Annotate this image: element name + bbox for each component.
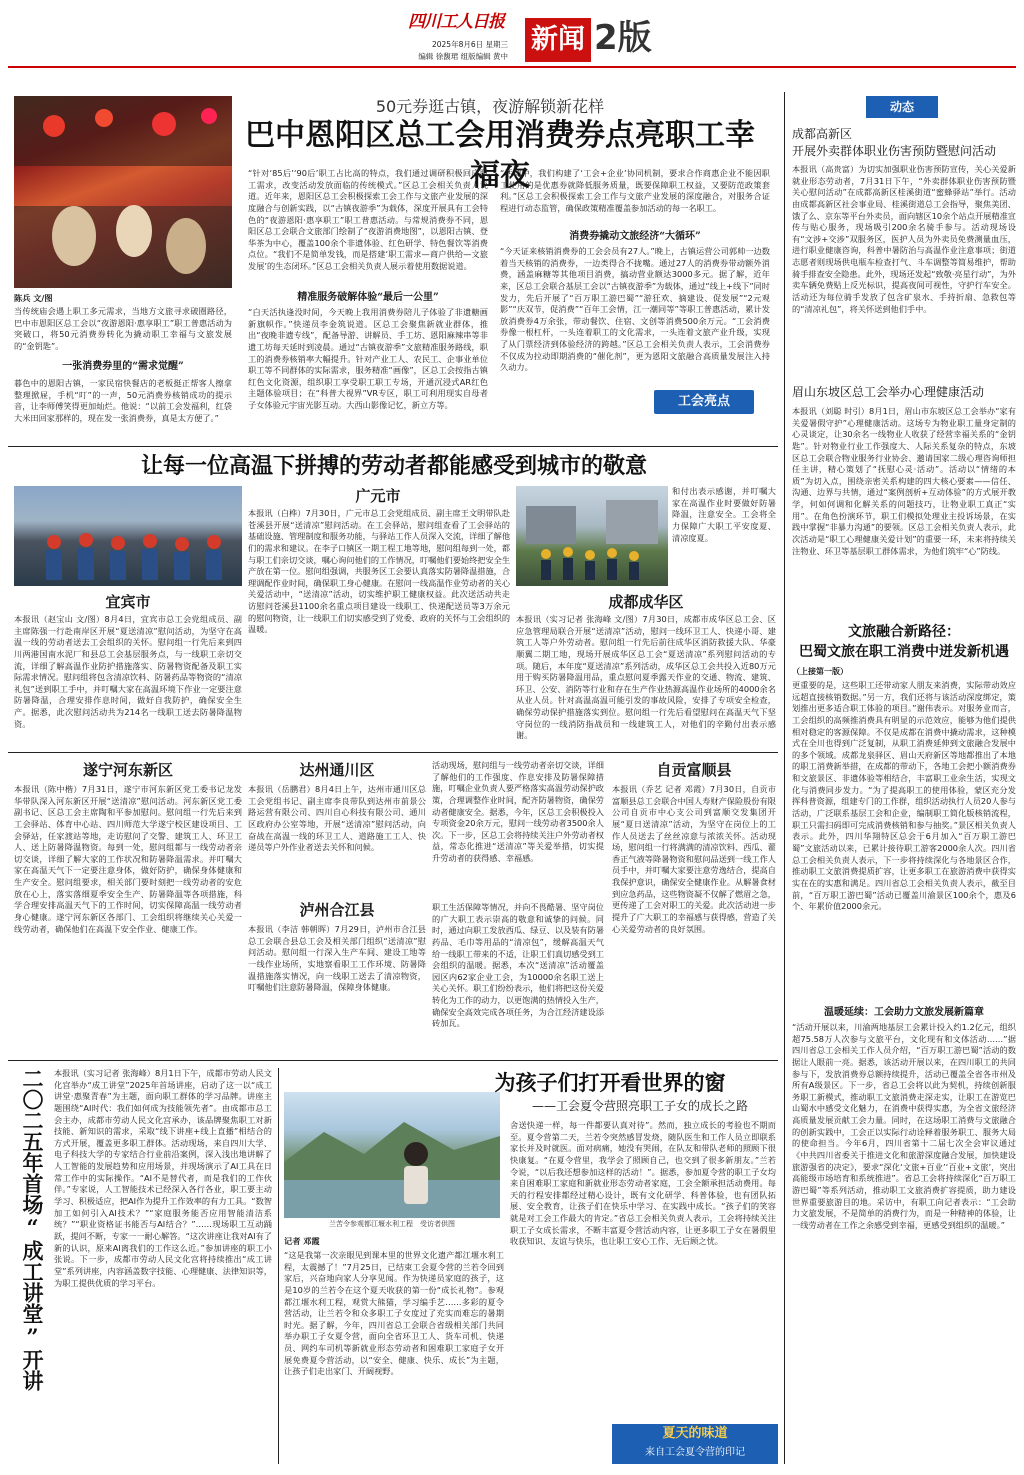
mid-col-c2: 职工生活保障等情况，并向不畏酷暑、坚守岗位的广大职工表示崇高的敬意和诚挚的问候。同时，通过向职工发放西瓜、绿豆、以及装有防暑药品、毛巾等用品的“清凉包”，缓解高温天气给一线职工带来的不适，让职工们真切感受到工会组织的温暖。据悉，本次“送清凉”活动覆盖园区内62家企业工会，为10000余名职工送上关心关怀。职工们纷纷表示，他们将把这份关爱转化为工作的动力，以更饱满的热情投入生产，确保安全高效完成各项任务，为合江经济建设添砖加瓦。 — [432, 902, 604, 1029]
mid-headline: 让每一位高温下拼搏的劳动者都能感受到城市的敬意 — [140, 453, 647, 479]
masthead-rule — [8, 66, 1016, 68]
workers-group-icon — [14, 486, 242, 586]
right-col-rule — [784, 92, 785, 1464]
masthead-logo: 四川工人日报 — [408, 12, 504, 32]
summer-banner — [612, 1424, 778, 1464]
kid-subtitle: ——工会夏令营照亮职工子女的成长之路 — [531, 1099, 748, 1113]
top-subhead-3: 消费券撬动文旅经济“大循环” — [569, 231, 701, 242]
kid-body2: 舍送快递一样，每一件都要认真对待”。然而，独立成长的考验也不期而至。夏令营第二天，兰若令突然感冒发烧，随队医生和工作人员立即联系家长并及时就医。面对病痛，她没有哭闹，在队友和带队老师的照顾下很快康复。“在夏令营里，我学会了照顾自己，也交到了很多新朋友。”兰若令说，“以后我还想参加这样的活动！”。据悉，参加夏令营的职工子女均来自困难职工家庭和新就业形态劳动者家庭，工会全额承担活动费用。每天的行程安排都经过精心设计，既有文化研学、科普体验，也有团队拓展、安全教育，让孩子们在快乐中学习、在实践中成长。“孩子们的笑容就是对工会工作最大的肯定。”省总工会相关负责人表示，工会将持续关注职工子女成长需求，不断丰富夏令营活动内容，让更多职工子女在暑假里收获知识、友谊与快乐，也让职工安心工作、无后顾之忧。 — [510, 1120, 776, 1247]
kid-byline: 记者 邓霞 — [284, 1236, 320, 1246]
bottom-divider — [8, 1060, 778, 1061]
zigong-body: 本报讯（乔艺 记者 邓霞）7月30日，自贡市富顺县总工会联合中国人寿财产保险股份有限公司自贡市中心支公司到富顺交发集团开展“夏日送清凉”活动，为坚守在岗位上的工作人员送去了丝丝凉意与浓浓关怀。活动现场，慰问组一行将满满的清凉饮料、西瓜、藿香正气液等降暑物资和慰问品送到一线工作人员手中，并叮嘱大家要注意劳逸结合，提高自我保护意识，确保安全健康作业。从解暑食材到应急药品，这些物资凝不仅解了燃眉之急，更传递了工会对职工的关爱。此次活动进一步提升了广大职工的幸福感与获得感，营造了关心关爱劳动者的良好氛围。 — [612, 784, 776, 934]
top-byline: 陈兵 文/图 — [14, 293, 53, 303]
top-divider — [8, 446, 778, 447]
guangyuan-body: 本报讯（白桦）7月30日，广元市总工会党组成员、副主席王文明带队赴苍溪县开展“送清凉”慰问活动。在工会驿站，慰问组查看了工会驿站的基础设施、管理制度和服务功能，与驿站工作人员深入交流，详细了解他们的需求和建议。在李子口镇区一期工程工地等地，慰问组每到一处，都与职工们亲切交谈，嘱心询问他们的工作情况，叮嘱他们要始终把安全生产放在第一位。慰问组强调，共服务区工会要认真落实防暑降温措施，合理调配作业时间，确保职工身心健康。在慰问一线高温作业劳动者的关心关爱活动中，“送清凉”活动，切实维护职工健康权益。此次送活动共走访慰问苍溪县1100余名重点项目建设一线职工、快递配送员等3万余元的慰问物资，让一线职工们切实感受到了党委、政府的关怀与工会组织的温暖。 — [248, 508, 510, 635]
girl-at-dujiangyan-icon — [284, 1092, 500, 1218]
section-label: 新闻 — [525, 18, 591, 62]
bottom-left-body: 本报讯（实习记者 张海峰）8月1日下午，成都市劳动人民文化宫举办“成工讲堂”2025年首场讲座，启动了这一以“成工讲堂·惠聚青春”为主题，面向职工群体的学习品牌。讲座主题围绕“AI时代：我们如何成为技能领先者”。由成都市总工会主办，成都市劳动人民文化宫承办，该品牌聚焦职工对新技能、新知识的需求，采取“线下讲座+线上直播”相结合的方式开展，覆盖更多职工群体。活动现场，来自四川大学、电子科技大学的专家结合行业前沿案例，深入浅出地讲解了人工智能的发展趋势和应用场景，并现场演示了AI工具在日常工作中的实际操作。“AI不是替代者，而是我们的工作伙伴。”专家说，人工智能技术已经深入各行各业，职工要主动学习、积极适应，把AI作为提升工作效率的有力工具。“数智加工如何引入AI技术？”“家庭服务能否应用智能清洁系统？”“职业资格证书能否与AI结合？”……现场职工互动踊跃，提问不断，专家一一耐心解答。“这次讲座让我对AI有了新的认识，原来AI离我们的工作这么近。”参加讲座的职工小张说。下一步，成都市劳动人民文化宫将持续推出“成工讲堂”系列讲座，内容涵盖数字技能、心理健康、法律知识等，为职工提供优质的学习平台。 — [54, 1068, 272, 1288]
kid-photo — [284, 1092, 500, 1218]
dazhou-body: 本报讯（岳鹏君）8月4日上午，达州市通川区总工会党组书记、副主席李良带队到达州市前景公路运营有限公司、四川自心科技有限公司、通川区政府办公室等地，开展“送清凉”慰问活动，向奋战在高温一线的环卫工人、道路施工工人、快递员等户外作业者送去关怀和问候。 — [248, 784, 426, 853]
firefighters-icon — [516, 486, 668, 586]
masthead-editors: 编辑 徐馥珺 组版编辑 黄中 — [418, 52, 508, 61]
top-headline: 巴中恩阳区总工会用消费券点亮职工幸福夜 — [245, 118, 755, 193]
chengdu-body: 本报讯（实习记者 张海峰 文/图）7月30日，成都市成华区总工会、区应急管理局联合开展“送清凉”活动，慰问一线环卫工人、快递小哥、建筑工人等户外劳动者。慰问组一行先后前往成华区消防救援大队、华豪顺翼二期工地，现场开展成华区总工会“夏送清凉”系列慰问活动的专项。随后，本年度“夏送清凉”系列活动，成华区总工会共投入近80万元用于购买防暑降温用品，重点慰问夏季露天作业的交通、物流、建筑、环卫、公安、消防等行业和存在生产作业热源高温作业场所的4000余名从业人员。针对高温高温可能引发的事故风险，安排了专项安全检查，确保劳动保护措施落实到位。慰问组一行先后看望慰问在高温天气下坚守岗位的一线消防指战员和一线建筑工人，对他们的辛勤付出表示感谢。 — [516, 614, 776, 741]
masthead-date: 2025年8月6日 星期三 — [431, 40, 508, 49]
top-photo — [14, 96, 232, 288]
yibin-title: 宜宾市 — [105, 593, 151, 611]
mid-divider — [8, 752, 778, 753]
top-subtitle: 50元券逛古镇，夜游解锁新花样 — [375, 97, 605, 116]
top-col3b: “今天证来核销消费券的工会会员有27人。”晚上，古镇运营公司郭帅一边数着当天核销的消费券，一边类得合不拢嘴。通过27人的消费券带动额外消费，涵盖麻糖等其他项目消费，搞动营业额达3000多元。据了解，近年来，区总工会联合基层工会以“古镇夜游季”为载体，通过“线上+线下”同时发力，先后开展了“百万职工游巴蜀”“游狂欢、摘建设、促发展”“2元观影”“庆双节，促消费”“百年工会情，江一潮同等”等职工普惠活动，累计发放消费券4万余张，带动餐饮、住宿、文创等消费500余万元。“工会消费券像一根杠杆，一头连着职工的文化需求，一头连着文旅产业升级，实现了从门票经济到体验经济的跨越。”区总工会相关负责人表示，工会消费券不仅成为拉动即期消费的“催化剂”，更为恩阳文旅融合高质量发展注入持久动力。 — [500, 246, 770, 373]
right-news3-subhead: 温暖延续：工会助力文旅发展新篇章 — [824, 1007, 984, 1018]
bottom-col-rule — [278, 1068, 279, 1464]
right-news1-title: 成都高新区 开展外卖群体职业伤害预防暨慰问活动 — [792, 127, 997, 158]
kid-body: “这是我第一次亲眼见到课本里的世界文化遗产都江堰水利工程，太震撼了！”7月25日，已结束工会夏令营的兰若令回到家后，兴奋地向家人分享见闻。作为快递员家庭的孩子，这是10岁的兰若令在这个夏天收获的第一份“成长礼物”。参观都江堰水利工程，观赏大熊猫，学习编手艺……多彩的夏令营活动，让兰若令和众多职工子女度过了充实而难忘的暑期时光。据了解，今年，四川省总工会联合省级相关部门共同举办职工子女夏令营，面向全省环卫工人、货车司机、快递员、网约车司机等新就业形态劳动者和困难职工家庭子女开展免费夏令营活动，以“安全、健康、快乐、成长”为主题，让孩子们走出家门、开阔视野。 — [284, 1250, 504, 1377]
top-col2: “针对‘85后’‘90后’职工占比高的特点，我们通过调研积极回应职工需求，改变活动发放面临的传统模式。”区总工会相关负责人说道。近年来，恩阳区总工会积极探索工会工作与文旅产业发展的深度融合与创新实践，以“古镇夜游季”为载体，深度开展具有工会特色的“夜游恩阳·惠享职工”职工普惠活动。与常规消费券不同，恩阳区总工会联合文旅部门绘制了“夜游消费地图”，以恩阳古镇、登华茶为中心，覆盖100余个非遗体验、红色研学、特色餐饮等消费点位。“我们不是简单发钱，而是搭建‘职工需求—商户供给—文旅发展’的生态闭环。”区总工会相关负责人展示着使用数据说道。 — [248, 168, 488, 272]
top-subhead-2: 精准服务破解体验“最后一公里” — [297, 292, 439, 303]
page-number: 2版 — [594, 18, 652, 58]
suining-title: 遂宁河东新区 — [82, 761, 173, 779]
gonghui-badge: 工会亮点 — [654, 390, 754, 414]
right-news3-body: 更重要的是，这些职工还带动家人朋友来消费，实际带动效应远超直接核销数据。”另一方，我们还将与该活动深度绑定，策划推出更多适合职工体验的项目。”谢伟表示。对服务业而言，工会组织的高频推消费具有明显的示范效应，能够为他们提供相对稳定的客源保障。不仅是成都在消费中撬动需求，这种模式在全川也得到广泛复制，从职工消费延伸到文旅融合发展中的多个领域。成都龙泉驿区、眉山天府新区等地都推出了本地的职工消费新举措，在成都的带动下，各地工会把小额消费券和文旅景区、非遗体验等相结合，丰富职工业余生活，实现文化与消费同步发力。“为了提高职工的使用体验，蒙区充分发挥科普资源，组建专门的工作群，组织活动执行人员20人参与活动，广泛联系基层工会和企业，编制职工简化版核销流程，职工只需扫码即可完成消费核销和参与抽奖。”景区相关负责人表示。此外，四川华翔特区总会于6月加入“百万职工游巴蜀”文旅活动以来，已累计接待职工游客2000余人次。四川省总工会相关负责人表示，下一步将持续深化与各地景区合作，推动职工文旅消费提质扩容，让更多职工在旅游消费中获得实实在在的实惠和满足。四川省总工会相关负责人表示，截至目前，“百万职工游巴蜀”活动已覆盖川渝景区100余个，惠及6个、年累价值2000余元。 — [792, 680, 1016, 912]
right-news1-body: 本报讯（高贵富）为切实加强职业伤害预防宣传，关心关爱新就业形态劳动者，7月31日下午，“外卖群体职业伤害预防暨关心慰问活动”在成都高新区桂溪街道“蜜蜂驿站”举行。活动由成都高新区社会事业局、桂溪街道总工会指导，聚焦美团、饿了么、京东等平台外卖员，面向辖区10余个站点开展精准宣传与贴心服务，现场吸引200余名骑手参与。活动现场设有“文涉+交涉”双服务区，医护人员为外卖员免费测量血压，进行职业健康咨询，科普中暑防治与高温作业注意事项；街道志愿者则现场供电瓶车检查打气、斗车调整等简易维护，帮助骑手排查安全隐患。此外，现场还发起“致敬·亮星行动”，为外卖车辆免费贴上反光标识，提高夜间可视性，守护行车安全。活动还为每位骑手发放了包含矿泉水、手持折扇、急救包等的“清凉礼包”，将关怀送到他们手中。 — [792, 164, 1016, 314]
dongtai-badge: 动态 — [866, 96, 938, 118]
right-news2-body: 本报讯（刘聪 时引）8月1日，眉山市东坡区总工会举办“家有关爱暑假守护”心理健康活动。这场专为物业职工量身定制的心灵谈定，让30余名一线物业人收获了经营幸福关系的“金钥匙”。针对物业行业工作强度大、人际关系复杂的特点，东坡区总工会联合物业服务行业协会、邀请国家二级心理咨询师担任主讲，精心策划了“抚慰心灵·活动”。活动以“情绪的本质”为切入点，围绕亲密关系构建的四大核心要素——信任、沟通、边界与共情，通过“案例剖析+互动体验”的方式展开教学，何如何调和化解关系的问题技巧，让物业职工真正“实用”。在角色扮演环节，职工们模拟处理业主投诉场景，在实践中掌握“非暴力沟通”的要领。区总工会相关负责人表示，此次活动是“职工心理健康关爱计划”的重要一环，未来将持续关注物业、环卫等基层职工群体需求，为他们筑牢“心”防线。 — [792, 406, 1016, 556]
luzhou-title: 泸州合江县 — [299, 901, 375, 919]
dazhou-title: 达州通川区 — [299, 761, 375, 779]
top-col3a: “活动中，我们构建了‘工会+企业’协同机制，要求合作商惠企业不能因职工使用的是优惠券就降低服务质量，既要保障职工权益，又要防范政策套利。”区总工会积极探索工会工作与文旅产业发展的深度融合，对服务合证程进行动态监管，确保政策精准覆盖参加活动的每一名职工。 — [500, 168, 770, 213]
top-para-1: 暮色中的恩阳古镇，一家民宿快餐店的老板挺正帮客人擦拿整理掀屉，手机“叮”的一声，50元消费券核销成功的提示音，让李师傅笑得更加灿烂。他说：“以前工会发福利，红袋大米田回家那样的，现在发一张消费券，真是太方便了。” — [14, 378, 232, 423]
right-news3-source: （上接第一版） — [792, 667, 848, 676]
right-news3-title: 文旅融合新路径： 巴蜀文旅在职工消费中迸发新机遇 — [799, 624, 1009, 660]
luzhou-body: 本报讯（李洁 韩朝晖）7月29日，泸州市合江县总工会联合县总工会及相关部门组织“送清凉”慰问活动。慰问组一行深入生产车间、建设工地等一线作业场所，实地察看职工工作环境、防暑降温措施落实情况，向一线职工送去了清凉物资，叮嘱他们注意防暑降温，保障身体健康。 — [248, 924, 426, 993]
top-col2b: “白天活执逢没时间，今天晚上我用消费券陪儿子体验了非遗糖画新旗帜作。”快递员李金筑说道。区总工会聚焦新就业群体，推出“夜晚非遗专线”，配备导游、讲解员、手工坊、恩阳麻辣串等非遗工坊每天延时到凌晨。通过“古镇夜游季”文旅精准服务路线，职工的消费券核销率大幅提升。针对产业工人、农民工、企事业单位职工等不同群体的实际需求，服务精准“画像”，区总工会按指古镇红色文化资源，组织职工享受职工职工专场，开通沉浸式AR红色主题体验项目；在“科普大视界”VR专区，职工可利用现实自母者子女体验元宇宙光影互动。大西山影像记忆，新立方等。 — [248, 307, 488, 411]
chengdu-title: 成都成华区 — [608, 593, 684, 611]
kid-headline: 为孩子们打开看世界的窗 — [494, 1070, 726, 1095]
chengdu-extra: 和付出表示感谢，并叮嘱大家在高温作业时要做好防暑降温，注意安全。工会将全力保障广大职工平安度夏、清凉度夏。 — [672, 486, 776, 543]
top-subhead-1: 一张消费券里的“需求觉醒” — [62, 361, 184, 372]
vertical-title: 二〇二五年首场“成工讲堂”开讲 — [20, 1068, 45, 1391]
zigong-title: 自贡富顺县 — [656, 761, 732, 779]
kid-caption: 兰苦令参观都江堰水利工程 受访者供图 — [329, 1220, 455, 1228]
yibin-body: 本报讯（赵宝山 文/图）8月4日，宜宾市总工会党组成员、副主席陈强一行赴南岸区开展“夏送清凉”慰问活动，为坚守在高温一线的劳动者送去工会组织的关怀。慰问组一行先后来到四川两港国南水泥厂和县总工会基层服务点，与一线职工亲切交流，详细了解高温作业防护措施落实、防暑物资配备及职工实际需求情况。慰问组将包含清凉饮料、防暑药品等物资的“清凉礼包”送到职工手中，并叮嘱大家在高温环境下作业一定要注意防暑降温，合理安排作息时间，做好自我防护，确保安全生产。据悉，此次慰问活动共为214名一线职工送去防暑降温物资。 — [14, 614, 242, 729]
mid-col-c: 活动现场，慰问组与一线劳动者亲切交谈，详细了解他们的工作强度、作息安排及防暑保障措施，叮嘱企业负责人要严格落实高温劳动保护政策，合理调整作业时间，配齐防暑物资，确保劳动者健康安全。据悉，今年，区总工会积极投入专项资金20余万元，慰问一线劳动者3500余人次。下一步，区总工会将持续关注户外劳动者权益，常态化推进“送清凉”等关爱举措，切实提升劳动者的获得感、幸福感。 — [432, 760, 604, 864]
top-intro: 当传统庙会遇上职工多元需求，当地方文旅寻求破圈路径，巴中市恩阳区总工会以“夜游恩阳·惠享职工”职工普惠活动为突破口，将50元消费券转化为撬动职工幸福与文旅发展的“金钥匙”。 — [14, 306, 232, 351]
lantern-street-icon — [14, 96, 232, 288]
right-news2-title: 眉山东坡区总工会举办心理健康活动 — [792, 385, 985, 399]
guangyuan-title: 广元市 — [355, 487, 401, 505]
chengdu-photo — [516, 486, 668, 586]
right-news3-body2: “活动开展以来，川渝两地基层工会累计投入约1.2亿元，组织超75.58万人次参与文旅平台，文化现有和文体活动……”据四川省总工会相关工作人员介绍，“百万职工游巴蜀”活动的数据让人眼前一亮。据悉，该活动开展以来，在四川职工的共同参与下，发放消费券总额持续提升，活动已覆盖全省各市州及所有A级景区。下一步，省总工会将以此为契机，持续创新服务职工新模式，推动职工文旅消费走深走实，让职工在游览巴山蜀水中感受文化魅力，在消费中获得实惠，为全省文旅经济高质量发展贡献工会力量。同时，在这场职工消费与文旅融合的创新实践中，工会正以实际行动诠释着服务职工、服务大局的使命担当。今年6月，四川省第十二届七次全会审议通过《中共四川省委关于推进文化和旅游深度融合发展，加快建设旅游强省的决定》，要求“深化‘文旅+百业’‘百业+文旅’，突出高能级市场培育和系统推进”。省总工会将持续深化“百万职工游巴蜀”等系列活动，推动职工文旅消费扩容提质，助力建设世界重要旅游目的地。采访中，有职工向记者表示：“工会助力文旅发展，不是简单的消费行为，而是一种精神的体验，让一线劳动者在工作之余感受到幸福，更感受到组织的温暖。” — [792, 1022, 1016, 1230]
summer-label: 夏天的味道 — [662, 1426, 728, 1441]
yibin-photo — [14, 486, 242, 586]
suining-body: 本报讯（陈中楷）7月31日，遂宁市河东新区党工委书记龙发华带队深入河东新区开展“送清凉”慰问活动。河东新区党工委副书记、区总工会主席陶和平参加慰问。慰问组一行先后来到工会驿站、体育中心站、四川师范大学遂宁校区建设项目、工会驿站，任家渡站等地，走访慰问了交警、建筑工人、环卫工人、送上防暑降温物资。每到一处，慰问组都与一线劳动者亲切交谈，详细了解大家的工作状况和防暑降温需求。并叮嘱大家在高温天气下一定要注意身体，做好防护，确保身体健康和生产安全。慰问组要求，相关部门要时刻把一线劳动者的安危放在心上，落实落细夏季安全生产、防暑降温等各项措施，科学合理安排高温天气下的工作时间，切实保障高温一线劳动者身心健康。遂宁河东新区各部门、工会组织将继续关心关爱一线劳动者，确保他们在高温下安全作业、健康工作。 — [14, 784, 242, 934]
summer-sub: 来自工会夏令营的印记 — [645, 1447, 745, 1458]
